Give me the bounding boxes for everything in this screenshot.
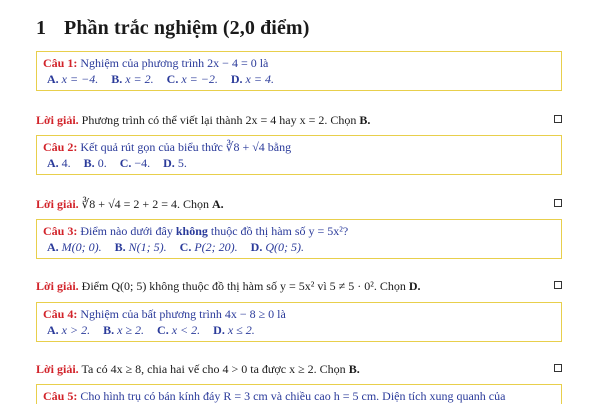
solution-3 — [36, 278, 562, 294]
option-c — [120, 156, 150, 170]
solution-answer: D. — [408, 279, 421, 293]
option-letter: D. — [213, 323, 225, 337]
option-a — [47, 72, 98, 86]
option-d — [251, 240, 304, 254]
option-value: x < 2. — [171, 323, 201, 337]
option-letter: D. — [250, 240, 263, 254]
option-c — [157, 323, 200, 337]
option-letter: C. — [157, 323, 169, 337]
option-letter: B. — [111, 72, 123, 86]
solution-1 — [36, 112, 562, 128]
solution-text: Ta có 4x ≥ 8, chia hai vế cho 4 > 0 ta được x ≥ 2. Chọn — [81, 362, 349, 376]
option-value: 0. — [97, 156, 107, 170]
solution-label: Lời giải. — [36, 197, 79, 211]
question-text-part: thuộc đồ thị hàm số y = 5x²? — [207, 224, 349, 238]
option-b — [115, 240, 167, 254]
solution-label: Lời giải. — [36, 279, 79, 293]
question-text: Cho hình trụ có bán kính đáy R = 3 cm và chiều cao h = 5 cm. Diện tích xung quanh của — [80, 389, 506, 403]
option-b — [103, 323, 144, 337]
options-row — [43, 239, 555, 255]
option-letter: A. — [47, 72, 59, 86]
question-label: Câu 5: — [43, 389, 78, 403]
qed-box-icon — [554, 115, 562, 123]
option-a — [47, 240, 102, 254]
option-letter: B. — [103, 323, 115, 337]
option-letter: B. — [83, 156, 95, 170]
option-value: 4. — [61, 156, 71, 170]
option-letter: D. — [163, 156, 175, 170]
options-row — [43, 155, 555, 171]
question-text-part: Điểm nào dưới đây — [80, 224, 176, 238]
option-letter: A. — [47, 156, 59, 170]
option-value: x > 2. — [61, 323, 91, 337]
question-text: Nghiệm của phương trình 2x − 4 = 0 là — [80, 56, 269, 70]
option-value: N(1; 5). — [128, 240, 167, 254]
solution-text: Điểm Q(0; 5) không thuộc đồ thị hàm số y = 5x² vì 5 ≠ 5 · 0². Chọn — [81, 279, 409, 293]
option-letter: C. — [119, 156, 132, 170]
option-letter: C. — [179, 240, 192, 254]
question-box-4 — [36, 302, 562, 342]
qed-box-icon — [554, 199, 562, 207]
option-d — [213, 323, 255, 337]
solution-2 — [36, 196, 562, 212]
question-text — [80, 224, 348, 238]
option-value: x ≥ 2. — [117, 323, 145, 337]
option-letter: A. — [47, 240, 59, 254]
question-box-3 — [36, 219, 562, 259]
question-label: Câu 2: — [43, 140, 78, 154]
solution-label: Lời giải. — [36, 362, 79, 376]
question-text: Kết quả rút gọn của biểu thức ∛8 + √4 bằng — [80, 140, 292, 154]
question-box-5 — [36, 384, 562, 404]
question-text-emphasis: không — [175, 224, 208, 238]
option-value: x = 2. — [125, 72, 154, 86]
solution-answer: A. — [211, 197, 224, 211]
options-row — [43, 322, 555, 338]
option-value: x = −2. — [181, 72, 218, 86]
option-value: −4. — [134, 156, 151, 170]
solution-answer: B. — [359, 113, 371, 127]
option-b — [111, 72, 153, 86]
option-c — [167, 72, 218, 86]
qed-box-icon — [554, 364, 562, 372]
option-a — [47, 323, 90, 337]
option-a — [47, 156, 71, 170]
qed-box-icon — [554, 281, 562, 289]
option-value: Q(0; 5). — [265, 240, 304, 254]
option-b — [84, 156, 107, 170]
section-number: 1 — [36, 17, 47, 39]
options-row — [43, 71, 555, 87]
option-letter: A. — [47, 323, 59, 337]
option-letter: B. — [114, 240, 126, 254]
option-c — [180, 240, 238, 254]
option-d — [163, 156, 187, 170]
option-d — [231, 72, 274, 86]
option-letter: D. — [230, 72, 243, 86]
option-value: M(0; 0). — [61, 240, 102, 254]
section-title-text: Phần trắc nghiệm (2,0 điểm) — [64, 17, 310, 39]
question-text: Nghiệm của bất phương trình 4x − 8 ≥ 0 là — [80, 307, 286, 321]
solution-4 — [36, 361, 562, 377]
solution-text: ∛8 + √4 = 2 + 2 = 4. Chọn — [81, 197, 212, 211]
option-value: x ≤ 2. — [227, 323, 255, 337]
section-heading — [36, 17, 309, 40]
solution-text: Phương trình có thể viết lại thành 2x = 4 hay x = 2. Chọn — [81, 113, 360, 127]
question-label: Câu 4: — [43, 307, 78, 321]
option-value: 5. — [177, 156, 187, 170]
question-box-2 — [36, 135, 562, 175]
solution-answer: B. — [348, 362, 360, 376]
solution-label: Lời giải. — [36, 113, 79, 127]
option-value: P(2; 20). — [194, 240, 238, 254]
option-value: x = −4. — [61, 72, 99, 86]
question-label: Câu 3: — [43, 224, 78, 238]
option-value: x = 4. — [245, 72, 274, 86]
question-box-1 — [36, 51, 562, 91]
option-letter: C. — [166, 72, 179, 86]
question-label: Câu 1: — [43, 56, 78, 70]
